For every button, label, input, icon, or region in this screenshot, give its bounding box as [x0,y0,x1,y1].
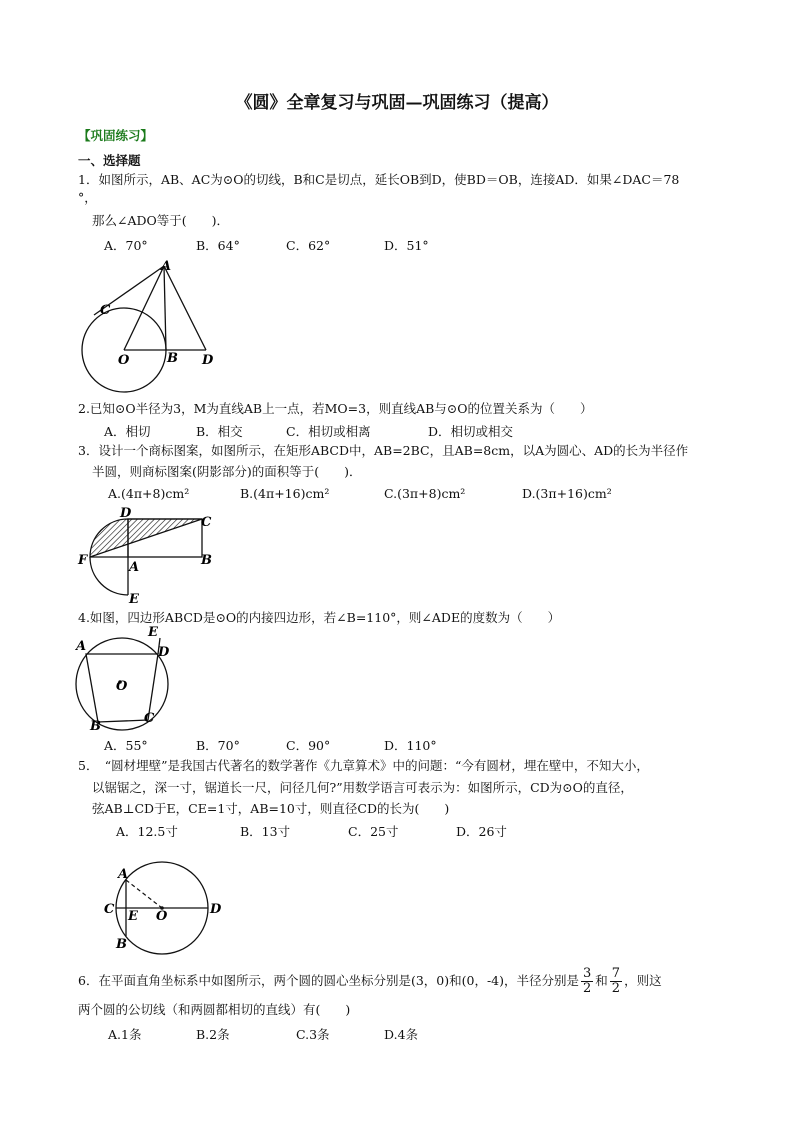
q2-option-b[interactable]: B．相交 [196,424,243,439]
q6-option-d[interactable]: D.4条 [384,1027,419,1042]
q6-option-a[interactable]: A.1条 [108,1027,142,1042]
q3-label-e: E [129,592,139,607]
q3-label-c: C [201,515,212,530]
q5-dashed-ao [126,880,162,908]
q3-option-c[interactable]: C.(3π+8)cm² [384,486,466,501]
q5-stem-line3: 弦AB⊥CD于E，CE=1寸，AB=10寸，则直径CD的长为( ) [92,801,450,816]
part-heading: 一、选择题 [78,153,141,168]
q4-option-d[interactable]: D．110° [384,738,437,753]
q4-figure [72,624,182,736]
q6-stem-line1 [78,966,662,996]
q1-option-c[interactable]: C．62° [286,238,331,253]
q6-option-c[interactable]: C.3条 [296,1027,330,1042]
q1-option-a[interactable]: A．70° [104,238,148,253]
q1-label-a: A [161,259,172,274]
q5-label-d: D [210,902,222,917]
q3-stem-line1: 3．设计一个商标图案，如图所示，在矩形ABCD中，AB=2BC，且AB=8cm，以A为圆心、AD的长为半径作 [78,443,689,458]
q3-semicircle-lower [90,557,128,595]
q5-label-o: O [156,909,168,924]
q6-stem-post: ，则这 [624,973,662,988]
q5-label-c: C [104,902,115,917]
q1-line-ad [164,266,206,350]
q3-option-a[interactable]: A.(4π+8)cm² [108,486,190,501]
q6-stem-mid: 和 [595,973,608,988]
q4-label-a: A [76,639,87,654]
q6-stem-line2: 两个圆的公切线（和两圆都相切的直线）有( ) [78,1002,351,1017]
q5-option-b[interactable]: B．13寸 [240,824,291,839]
q5-label-e: E [128,909,138,924]
q4-label-c: C [144,711,155,726]
q5-option-d[interactable]: D．26寸 [456,824,507,839]
q1-label-d: D [202,353,214,368]
q4-option-a[interactable]: A．55° [104,738,148,753]
q1-label-b: B [167,351,178,366]
q6-fraction-2 [610,967,622,996]
section-label: 【巩固练习】 [78,128,154,143]
q6-frac2-num: 7 [611,966,621,981]
q5-stem-line2: 以锯锯之，深一寸，锯道长一尺，问径几何?”用数学语言可表示为：如图所示，CD为⊙O的直径， [92,780,633,795]
q2-stem-line1: 2.已知⊙O半径为3，M为直线AB上一点，若MO=3，则直线AB与⊙O的位置关系为（ ） [78,401,593,416]
q5-label-b: B [116,937,127,952]
page-title: 《圆》全章复习与巩固—巩固练习（提高） [235,93,559,113]
q2-option-d[interactable]: D．相切或相交 [428,424,514,439]
q1-option-d[interactable]: D．51° [384,238,429,253]
q6-option-b[interactable]: B.2条 [196,1027,230,1042]
q6-stem-pre: 6．在平面直角坐标系中如图所示，两个圆的圆心坐标分别是(3，0)和(0，-4)，半径分别是 [78,973,579,988]
q1-label-c: C [100,303,111,318]
q4-stem-line1: 4.如图，四边形ABCD是⊙O的内接四边形，若∠B=110°，则∠ADE的度数为（ ） [78,610,561,625]
q5-option-c[interactable]: C．25寸 [348,824,399,839]
q5-label-a: A [118,867,129,882]
q3-option-d[interactable]: D.(3π+16)cm² [522,486,612,501]
q3-label-d: D [120,506,132,521]
q1-stem-line1b: °， [78,190,97,205]
q6-frac1-den: 2 [583,981,592,996]
q6-frac1-num: 3 [583,966,592,981]
q4-option-c[interactable]: C．90° [286,738,331,753]
q6-fraction-1 [581,967,593,996]
q3-label-b: B [201,553,212,568]
q3-stem-line2: 半圆，则商标图案(阴影部分)的面积等于( )． [92,464,362,479]
q1-figure [78,258,228,398]
q3-option-b[interactable]: B.(4π+16)cm² [240,486,330,501]
q3-label-a: A [129,560,140,575]
q5-option-a[interactable]: A．12.5寸 [116,824,178,839]
q3-shaded-region [90,519,202,557]
q2-option-c[interactable]: C．相切或相离 [286,424,371,439]
q5-stem-line1: 5． “圆材埋壁”是我国古代著名的数学著作《九章算术》中的问题：“今有圆材，埋在壁中，不知大小， [78,758,649,773]
q4-label-b: B [90,719,101,734]
q4-label-o: O [116,679,128,694]
q1-option-b[interactable]: B．64° [196,238,240,253]
q4-option-b[interactable]: B．70° [196,738,240,753]
q1-stem-line1: 1．如图所示，AB、AC为⊙O的切线，B和C是切点，延长OB到D，使BD＝OB，连接AD．如果∠DAC＝78 [78,172,680,187]
q3-label-f: F [78,553,88,568]
q4-label-e: E [148,625,158,640]
q4-label-d: D [158,645,170,660]
q2-option-a[interactable]: A．相切 [104,424,151,439]
q6-frac2-den: 2 [611,981,621,996]
q3-figure [74,503,224,607]
q5-figure [100,858,230,968]
q1-label-o: O [118,353,130,368]
q1-stem-line2: 那么∠ADO等于( )． [92,213,230,228]
